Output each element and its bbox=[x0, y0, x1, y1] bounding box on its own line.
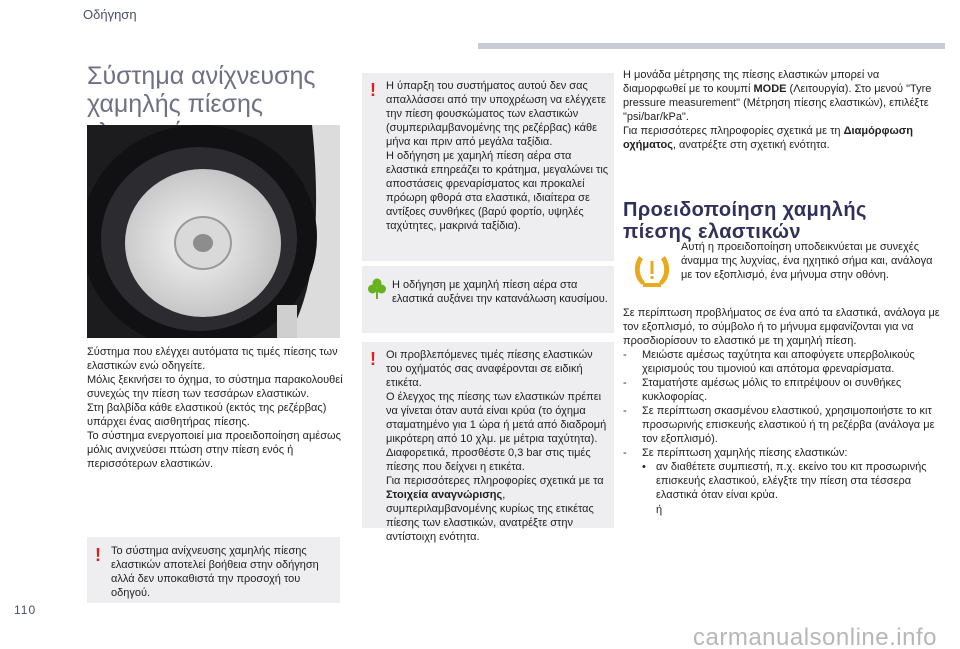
bullet-text: Μειώστε αμέσως ταχύτητα και αποφύγετε υπερβολικούς χειρισμούς του τιμονιού και απότομα φρεναρίσματα. bbox=[642, 349, 915, 375]
list-item bbox=[623, 446, 943, 460]
watermark: carmanualsonline.info bbox=[693, 624, 937, 649]
sub-bullet: • αν διαθέτετε συμπιεστή, π.χ. εκείνο του κιτ προσωρινής επισκευής ελαστικού, ελέγξτε την πίεση στα τέσσερα ελαστικά όταν είναι κρύα. bbox=[642, 461, 927, 501]
tyre-pressure-warning-icon bbox=[633, 252, 671, 288]
warning-light-description: Αυτή η προειδοποίηση υποδεικνύεται με συνεχές άναμμα της λυχνίας, ένα ηχητικό σήμα και, ανάλογα με τον εξοπλισμό, ένα μήνυμα στην οθόνη. bbox=[681, 241, 933, 281]
section-title: Οδήγηση bbox=[83, 7, 137, 22]
warning-icon: ! bbox=[95, 545, 101, 565]
instruction-list bbox=[623, 348, 943, 460]
recommended-pressure-warning bbox=[362, 342, 614, 543]
recommended-pressure-text: Οι προβλεπόμενες τιμές πίεσης ελαστικών του οχήματός σας αναφέρονται σε ειδική ετικέτα. Ο έλεγχος της πίεσης των ελαστικών πρέπει να γίνεται όταν αυτά είναι κρύα (το όχημα σταματημένο για 1 ώρα ή μετά από διαδρομή μικρότερη από 10 χλμ. με μέτρια ταχύτητα). Διαφορετικά, προσθέστε 0,3 bar στις τιμές πίεσης που δείχνει η ετικέτα. Για περισσότερες πληροφορίες σχετικά με τα Στοιχεία αναγνώρισης, συμπεριλαμβανομένης κυρίως της ετικέτας πίεσης των ελαστικών, ανατρέξτε στην αντίστοιχη ενότητα. bbox=[386, 349, 607, 543]
driver-attention-text: Το σύστημα ανίχνευσης χαμηλής πίεσης ελαστικών αποτελεί βοήθεια στην οδήγηση αλλά δεν υποκαθιστά την προσοχή του οδηγού. bbox=[111, 545, 319, 599]
list-item bbox=[623, 404, 943, 446]
low-pressure-instructions bbox=[623, 306, 943, 517]
warning-icon: ! bbox=[370, 349, 376, 369]
list-item bbox=[623, 348, 943, 376]
bullet-text: Σε περίπτωση χαμηλής πίεσης ελαστικών: bbox=[642, 447, 848, 459]
pressure-check-text: Η ύπαρξη του συστήματος αυτού δεν σας απαλλάσσει από την υποχρέωση να ελέγχετε την πίεση φουσκώματος των ελαστικών (συμπεριλαμβανομένης της ρεζέρβας) κάθε μήνα και πριν από μεγάλα ταξίδια. Η οδήγηση με χαμηλή πίεση αέρα στα ελαστικά επηρεάζει το κράτημα, μεγαλώνει τις αποστάσεις φρεναρίσματος και προκαλεί πρόωρη φθορά στα ελαστικά, ιδιαίτερα σε αντίξοες συνθήκες (βαρύ φορτίο, υψηλές ταχύτητες, μακρινά ταξίδια). bbox=[386, 80, 609, 232]
leaf-icon bbox=[368, 278, 386, 300]
bullet-mark: - bbox=[623, 349, 627, 361]
list-item bbox=[623, 376, 943, 404]
tyre-illustration bbox=[87, 125, 340, 338]
intro-paragraph: Σύστημα που ελέγχει αυτόματα τις τιμές πίεσης των ελαστικών ενώ οδηγείτε. Μόλις ξεκινήσει το όχημα, το σύστημα παρακολουθεί συνεχώς την πίεση των τεσσάρων ελαστικών. Στη βαλβίδα κάθε ελαστικού (εκτός της ρεζέρβας) υπάρχει ένας αισθητήρας πίεσης. Το σύστημα ενεργοποιεί μια προειδοποίηση αμέσως μόλις ανιχνεύσει πτώση στην πίεση ενός ή περισσότερων ελαστικών. bbox=[87, 346, 343, 470]
fuel-consumption-note bbox=[362, 266, 614, 333]
bullet-mark: - bbox=[623, 405, 627, 417]
bullet-mark: - bbox=[623, 447, 627, 459]
or-text: ή bbox=[656, 504, 663, 516]
low-pressure-paragraph: Σε περίπτωση προβλήματος σε ένα από τα ελαστικά, ανάλογα με τον εξοπλισμό, το σύμβολο ή το μήνυμα εμφανίζονται για να προσδιορίσουν το ελαστικό με τη χαμηλή πίεση. bbox=[623, 307, 940, 347]
section-heading: Προειδοποίηση χαμηλής πίεσης ελαστικών bbox=[623, 199, 867, 243]
fuel-consumption-text: Η οδήγηση με χαμηλή πίεση αέρα στα ελαστικά αυξάνει την κατανάλωση καυσίμου. bbox=[392, 279, 608, 305]
bullet-text: Σε περίπτωση σκασμένου ελαστικού, χρησιμοποιήστε το κιτ προσωρινής επισκευής ελαστικού ή τη ρεζέρβα (ανάλογα με τον εξοπλισμό). bbox=[642, 405, 935, 445]
tyre-photo bbox=[87, 125, 340, 338]
vehicle-settings-link: Διαμόρφωση οχήματος bbox=[623, 125, 913, 151]
driver-attention-warning bbox=[87, 537, 340, 603]
page-number: 110 bbox=[14, 603, 37, 617]
page-title: Σύστημα ανίχνευσης χαμηλής πίεσης bbox=[87, 62, 316, 118]
bullet-mark: - bbox=[623, 377, 627, 389]
pressure-check-warning bbox=[362, 73, 614, 261]
identification-link: Στοιχεία αναγνώρισης bbox=[386, 489, 503, 501]
header-divider bbox=[478, 43, 945, 49]
mode-button-label: MODE bbox=[753, 83, 787, 95]
warning-icon: ! bbox=[370, 80, 376, 100]
bullet-text: Σταματήστε αμέσως μόλις το επιτρέψουν οι συνθήκες κυκλοφορίας. bbox=[642, 377, 902, 403]
unit-settings-paragraph: Η μονάδα μέτρησης της πίεσης ελαστικών μπορεί να διαμορφωθεί με το κουμπί MODE (Λειτουργία). Στο μενού "Tyre pressure measurement" (Μέτρηση πίεσης ελαστικών), επιλέξτε "psi/bar/kPa". Για περισσότερες πληροφορίες σχετικά με τη Διαμόρφωση οχήματος, ανατρέξτε στη σχετική ενότητα. bbox=[623, 69, 932, 151]
